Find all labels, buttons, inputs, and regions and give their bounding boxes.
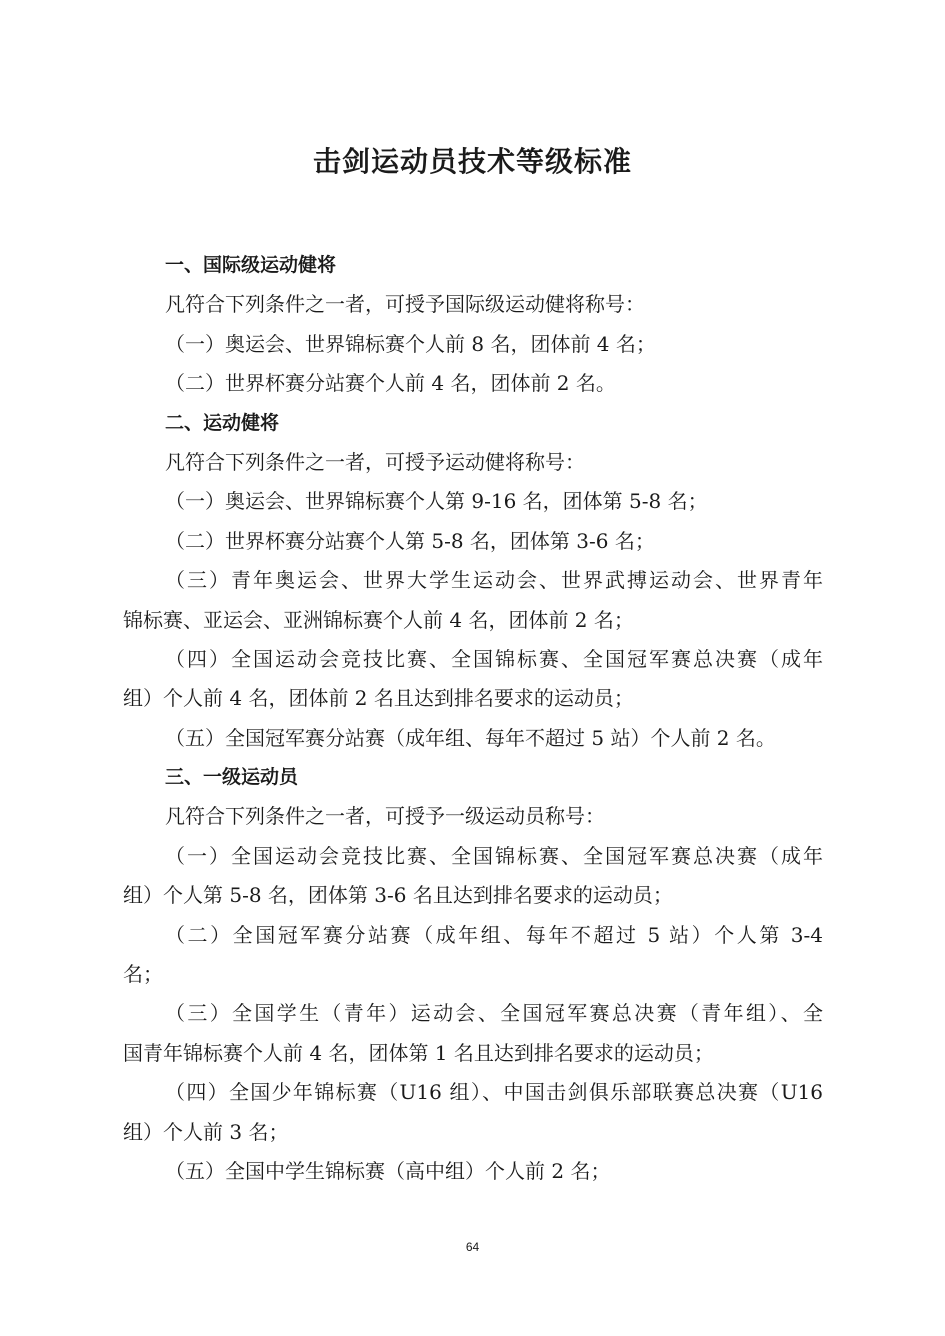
list-item-continuation: 组）个人第 5-8 名，团体第 3-6 名且达到排名要求的运动员； [123,883,673,908]
section-heading-master: 二、运动健将 [165,411,280,434]
list-item: （三）青年奥运会、世界大学生运动会、世界武搏运动会、世界青年 [165,568,823,593]
list-item: （三）全国学生（青年）运动会、全国冠军赛总决赛（青年组）、全 [165,1001,823,1026]
list-item: （二）全国冠军赛分站赛（成年组、每年不超过 5 站）个人第 3-4 [165,922,823,947]
list-item: （一）全国运动会竞技比赛、全国锦标赛、全国冠军赛总决赛（成年 [165,843,823,868]
section-heading-first-class: 三、一级运动员 [165,766,299,789]
page-number: 64 [465,1240,480,1254]
list-item-continuation: 组）个人前 4 名，团体前 2 名且达到排名要求的运动员； [123,686,634,711]
list-item-continuation: 名； [123,962,163,987]
section-intro-international: 凡符合下列条件之一者，可授予国际级运动健将称号： [165,292,645,317]
list-item-continuation: 组）个人前 3 名； [123,1119,289,1144]
list-item: （四）全国运动会竞技比赛、全国锦标赛、全国冠军赛总决赛（成年 [165,646,823,671]
document-title: 击剑运动员技术等级标准 [312,145,632,178]
section-intro-first-class: 凡符合下列条件之一者，可授予一级运动员称号： [165,804,605,829]
list-item-continuation: 国青年锦标赛个人前 4 名，团体第 1 名且达到排名要求的运动员； [123,1040,714,1065]
list-item: （二）世界杯赛分站赛个人第 5-8 名，团体第 3-6 名； [165,528,655,553]
list-item: （五）全国冠军赛分站赛（成年组、每年不超过 5 站）个人前 2 名。 [165,725,776,750]
list-item: （四）全国少年锦标赛（U16 组）、中国击剑俱乐部联赛总决赛（U16 [165,1080,823,1105]
list-item: （二）世界杯赛分站赛个人前 4 名，团体前 2 名。 [165,371,616,396]
list-item: （一）奥运会、世界锦标赛个人前 8 名，团体前 4 名； [165,331,656,356]
document-body [123,246,823,1191]
section-intro-master: 凡符合下列条件之一者，可授予运动健将称号： [165,449,585,474]
section-heading-international: 一、国际级运动健将 [165,254,337,276]
list-item: （一）奥运会、世界锦标赛个人第 9-16 名，团体第 5-8 名； [165,489,708,514]
list-item: （五）全国中学生锦标赛（高中组）个人前 2 名； [165,1158,611,1183]
list-item-continuation: 锦标赛、亚运会、亚洲锦标赛个人前 4 名，团体前 2 名； [123,607,634,632]
